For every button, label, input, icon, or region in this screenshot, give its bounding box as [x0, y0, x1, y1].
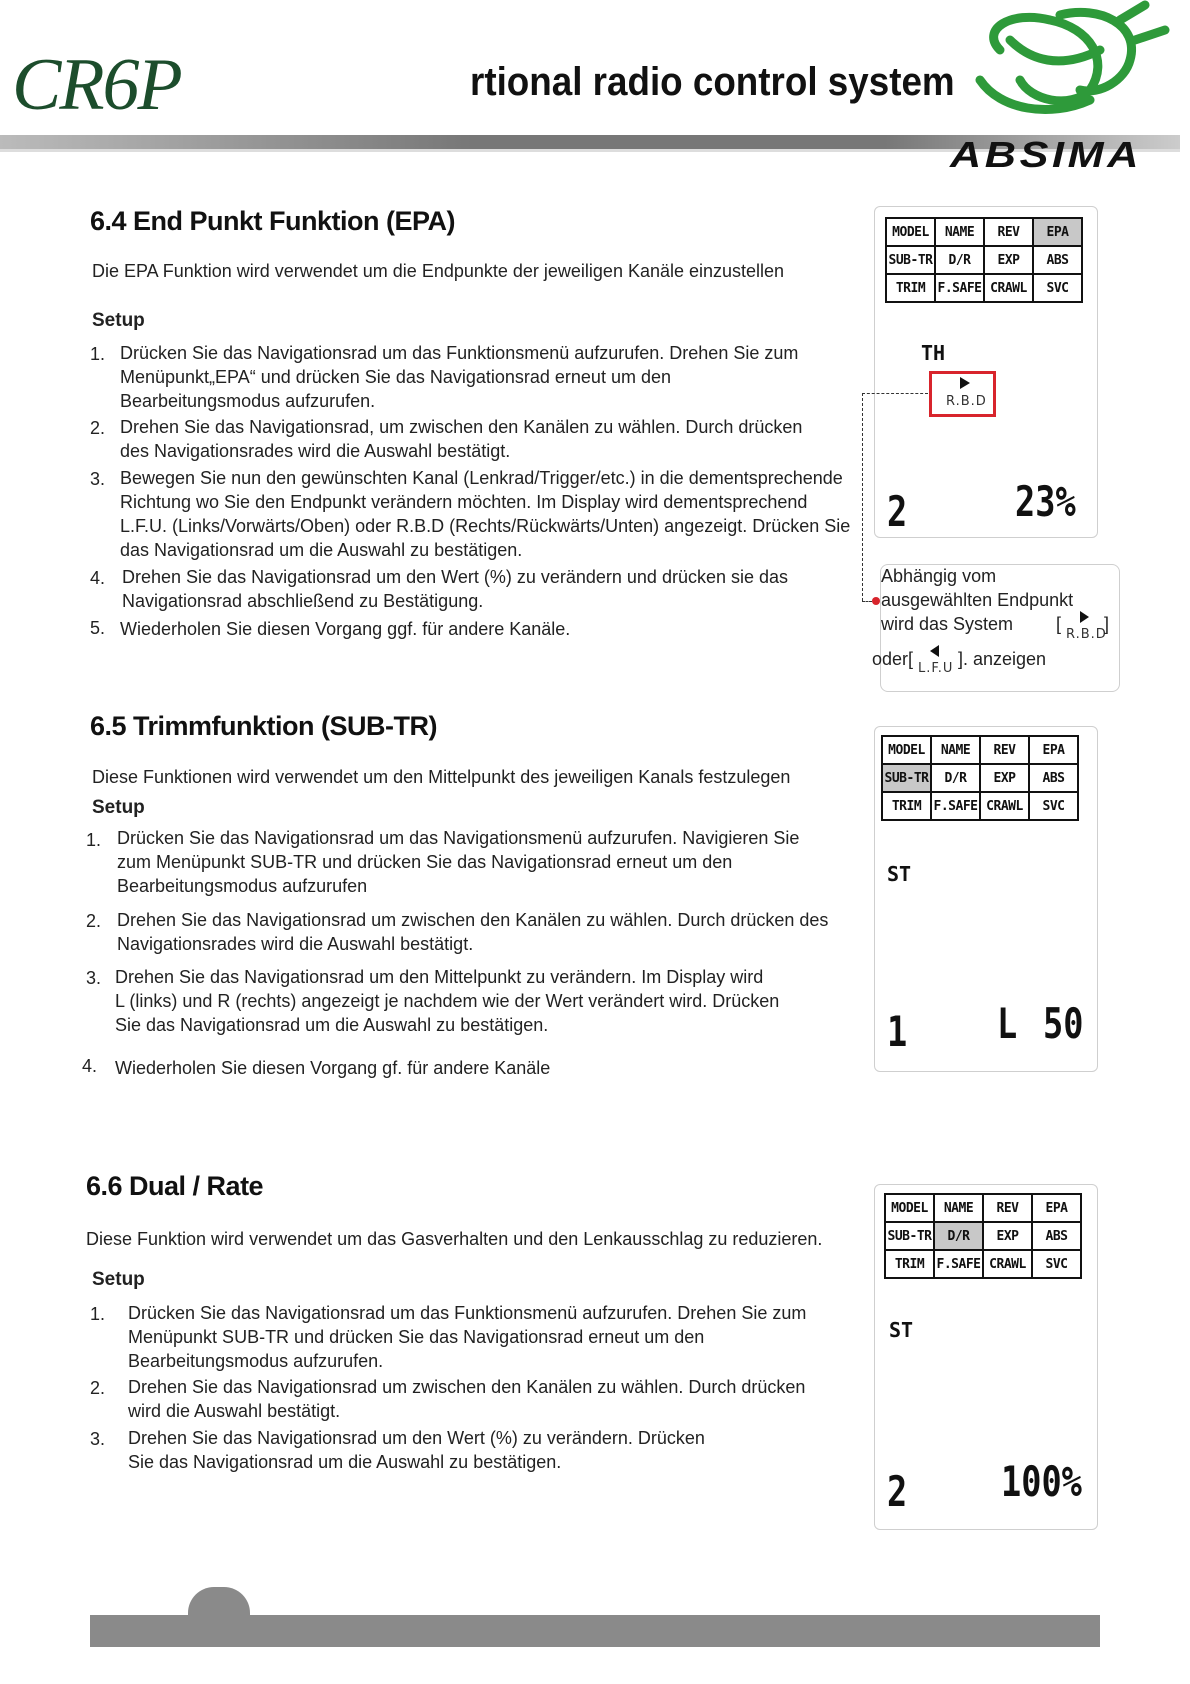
- trim-value: 50: [1043, 999, 1084, 1048]
- step-text: Drehen Sie das Navigationsrad um den Wert (%) zu verändern und drücken sie das Navigationsrad abschließend zu Bestätigung.: [122, 567, 789, 611]
- menu-item-trim[interactable]: TRIM: [886, 274, 935, 302]
- menu-item-abs[interactable]: ABS: [1032, 1222, 1081, 1250]
- menu-item-epa[interactable]: EPA: [1032, 1194, 1081, 1222]
- rbd-label: R.B.D: [1066, 627, 1107, 642]
- step-text: Drücken Sie das Navigationsrad um das Funktionsmenü aufzurufen. Drehen Sie zum Menüpunkt SUB-TR und drücken Sie das Navigationsrad erneut um den Bearbeitungsmodus aufzurufen.: [128, 1303, 807, 1371]
- note-text: oder[: [872, 649, 914, 669]
- channel-label: TH: [921, 341, 946, 365]
- note-text: ]. anzeigen: [958, 649, 1047, 669]
- step-number: 1.: [90, 344, 106, 364]
- step-text: Drehen Sie das Navigationsrad um zwischen den Kanälen zu wählen. Durch drücken wird die Auswahl bestätigt.: [128, 1377, 806, 1421]
- step-number: 4.: [82, 1056, 98, 1076]
- trim-side: L: [997, 999, 1018, 1048]
- menu-item-model[interactable]: MODEL: [885, 1194, 934, 1222]
- menu-item-svc[interactable]: SVC: [1033, 274, 1082, 302]
- footer-bar: [90, 1615, 1100, 1647]
- step-number: 5.: [90, 618, 106, 638]
- footer-tab: [188, 1587, 250, 1617]
- cr6p-logo: CR6P: [12, 44, 181, 126]
- menu-item-crawl[interactable]: CRAWL: [983, 1250, 1032, 1278]
- dual-rate-value: 100%: [1001, 1457, 1082, 1506]
- lcd-panel-epa: [874, 206, 1098, 538]
- menu-item-name[interactable]: NAME: [934, 1194, 983, 1222]
- section-intro-sub-tr: Diese Funktionen wird verwendet um den Mittelpunkt des jeweiligen Kanals festzulegen: [92, 767, 791, 787]
- menu-item-sub-tr[interactable]: SUB-TR: [886, 246, 935, 274]
- menu-item-exp[interactable]: EXP: [983, 1222, 1032, 1250]
- menu-item-crawl[interactable]: CRAWL: [984, 274, 1033, 302]
- header-title: rtional radio control system: [470, 60, 955, 104]
- menu-item-crawl[interactable]: CRAWL: [980, 792, 1029, 820]
- setup-heading-epa: Setup: [92, 310, 145, 331]
- menu-item-fsafe[interactable]: F.SAFE: [934, 1250, 983, 1278]
- step-text: Wiederholen Sie diesen Vorgang gf. für andere Kanäle: [115, 1058, 551, 1078]
- menu-item-exp[interactable]: EXP: [984, 246, 1033, 274]
- step-number: 3.: [90, 469, 106, 489]
- note-text: ausgewählten Endpunkt: [881, 590, 1074, 610]
- step-text: Drehen Sie das Navigationsrad, um zwischen den Kanälen zu wählen. Durch drücken des Navigationsrades wird die Auswahl bestätigt.: [120, 417, 803, 461]
- menu-item-sub-tr-selected[interactable]: SUB-TR: [882, 764, 931, 792]
- dashed-connector: [862, 601, 872, 602]
- step-number: 4.: [90, 568, 106, 588]
- rbd-indicator-box: [929, 371, 996, 417]
- setup-heading-sub-tr: Setup: [92, 797, 145, 818]
- absima-brand-name: ABSIMA: [950, 134, 1142, 175]
- step-text: Bewegen Sie nun den gewünschten Kanal (Lenkrad/Trigger/etc.) in die dementsprechende Richtung wo Sie den Endpunkt verändern möchten. Im Display wird dementsprechend L.F.U. (Links/Vorwärts/Oben) oder R.B.D (Rechts/Rückwärts/Unten) angezeigt. Drücken Sie das Navigationsrad um die Auswahl zu bestätigen.: [120, 468, 851, 560]
- menu-item-epa-selected[interactable]: EPA: [1033, 218, 1082, 246]
- channel-number: 1: [887, 1007, 908, 1056]
- menu-item-dr[interactable]: D/R: [931, 764, 980, 792]
- menu-item-exp[interactable]: EXP: [980, 764, 1029, 792]
- menu-item-trim[interactable]: TRIM: [882, 792, 931, 820]
- bracket: [: [1056, 614, 1062, 634]
- note-text: wird das System: [881, 614, 1014, 634]
- setup-heading-dual-rate: Setup: [92, 1269, 145, 1290]
- arrow-left-icon: [930, 645, 939, 657]
- menu-item-trim[interactable]: TRIM: [885, 1250, 934, 1278]
- step-number: 2.: [86, 911, 102, 931]
- absima-leaf-logo-icon: [940, 0, 1180, 120]
- menu-item-fsafe[interactable]: F.SAFE: [935, 274, 984, 302]
- menu-item-rev[interactable]: REV: [984, 218, 1033, 246]
- step-text: Wiederholen Sie diesen Vorgang ggf. für andere Kanäle.: [120, 619, 571, 639]
- function-menu-grid: [885, 217, 1083, 303]
- bracket: ]: [1104, 614, 1110, 634]
- step-number: 3.: [90, 1429, 106, 1449]
- step-text: Drücken Sie das Navigationsrad um das Navigationsmenü aufzurufen. Navigieren Sie zum Menüpunkt SUB-TR und drücken Sie das Navigationsrad erneut um den Bearbeitungsmodus aufzurufen: [117, 828, 800, 896]
- menu-item-sub-tr[interactable]: SUB-TR: [885, 1222, 934, 1250]
- step-number: 1.: [86, 830, 102, 850]
- menu-item-dr-selected[interactable]: D/R: [934, 1222, 983, 1250]
- function-menu-grid: [884, 1193, 1082, 1279]
- section-intro-epa: Die EPA Funktion wird verwendet um die Endpunkte der jeweiligen Kanäle einzustellen: [92, 261, 785, 281]
- menu-item-rev[interactable]: REV: [980, 736, 1029, 764]
- menu-item-model[interactable]: MODEL: [882, 736, 931, 764]
- step-text: Drehen Sie das Navigationsrad um den Mittelpunkt zu verändern. Im Display wird L (links) und R (rechts) angezeigt je nachdem wie der Wert verändert wird. Drücken Sie das Navigationsrad um die Auswahl zu bestätigen.: [115, 967, 780, 1035]
- arrow-right-icon: [960, 377, 970, 389]
- menu-item-rev[interactable]: REV: [983, 1194, 1032, 1222]
- menu-item-fsafe[interactable]: F.SAFE: [931, 792, 980, 820]
- note-text: Abhängig vom: [881, 566, 997, 586]
- step-number: 2.: [90, 418, 106, 438]
- function-menu-grid: [881, 735, 1079, 821]
- dashed-connector: [862, 393, 928, 394]
- step-number: 2.: [90, 1378, 106, 1398]
- section-title-epa: 6.4 End Punkt Funktion (EPA): [90, 206, 456, 236]
- section-title-dual-rate: 6.6 Dual / Rate: [86, 1171, 264, 1201]
- menu-item-abs[interactable]: ABS: [1029, 764, 1078, 792]
- channel-label: ST: [887, 862, 912, 886]
- channel-number: 2: [887, 1467, 908, 1516]
- step-text: Drehen Sie das Navigationsrad um zwischen den Kanälen zu wählen. Durch drücken des Navigationsrades wird die Auswahl bestätigt.: [117, 910, 829, 954]
- lfu-label: L.F.U: [918, 661, 954, 676]
- step-text: Drücken Sie das Navigationsrad um das Funktionsmenü aufzurufen. Drehen Sie zum Menüpunkt„EPA“ und drücken Sie das Navigationsrad erneut um den Bearbeitungsmodus aufzurufen.: [120, 343, 799, 411]
- section-intro-dual-rate: Diese Funktion wird verwendet um das Gasverhalten und den Lenkausschlag zu reduzieren.: [86, 1229, 823, 1249]
- epa-value: 23%: [1015, 477, 1076, 526]
- dashed-connector: [862, 393, 863, 601]
- menu-item-name[interactable]: NAME: [931, 736, 980, 764]
- menu-item-model[interactable]: MODEL: [886, 218, 935, 246]
- step-number: 1.: [90, 1304, 106, 1324]
- menu-item-svc[interactable]: SVC: [1029, 792, 1078, 820]
- channel-label: ST: [889, 1318, 914, 1342]
- lcd-panel-sub-tr: [874, 726, 1098, 1072]
- lcd-panel-dual-rate: [874, 1184, 1098, 1530]
- menu-item-name[interactable]: NAME: [935, 218, 984, 246]
- channel-number: 2: [887, 487, 908, 536]
- rbd-label: R.B.D: [946, 394, 987, 409]
- menu-item-abs[interactable]: ABS: [1033, 246, 1082, 274]
- arrow-right-icon: [1080, 611, 1089, 623]
- menu-item-epa[interactable]: EPA: [1029, 736, 1078, 764]
- connector-dot: [872, 597, 880, 605]
- section-title-sub-tr: 6.5 Trimmfunktion (SUB-TR): [90, 711, 438, 741]
- menu-item-svc[interactable]: SVC: [1032, 1250, 1081, 1278]
- menu-item-dr[interactable]: D/R: [935, 246, 984, 274]
- step-text: Drehen Sie das Navigationsrad um den Wert (%) zu verändern. Drücken Sie das Navigationsrad um die Auswahl zu bestätigen.: [128, 1428, 705, 1472]
- step-number: 3.: [86, 968, 102, 988]
